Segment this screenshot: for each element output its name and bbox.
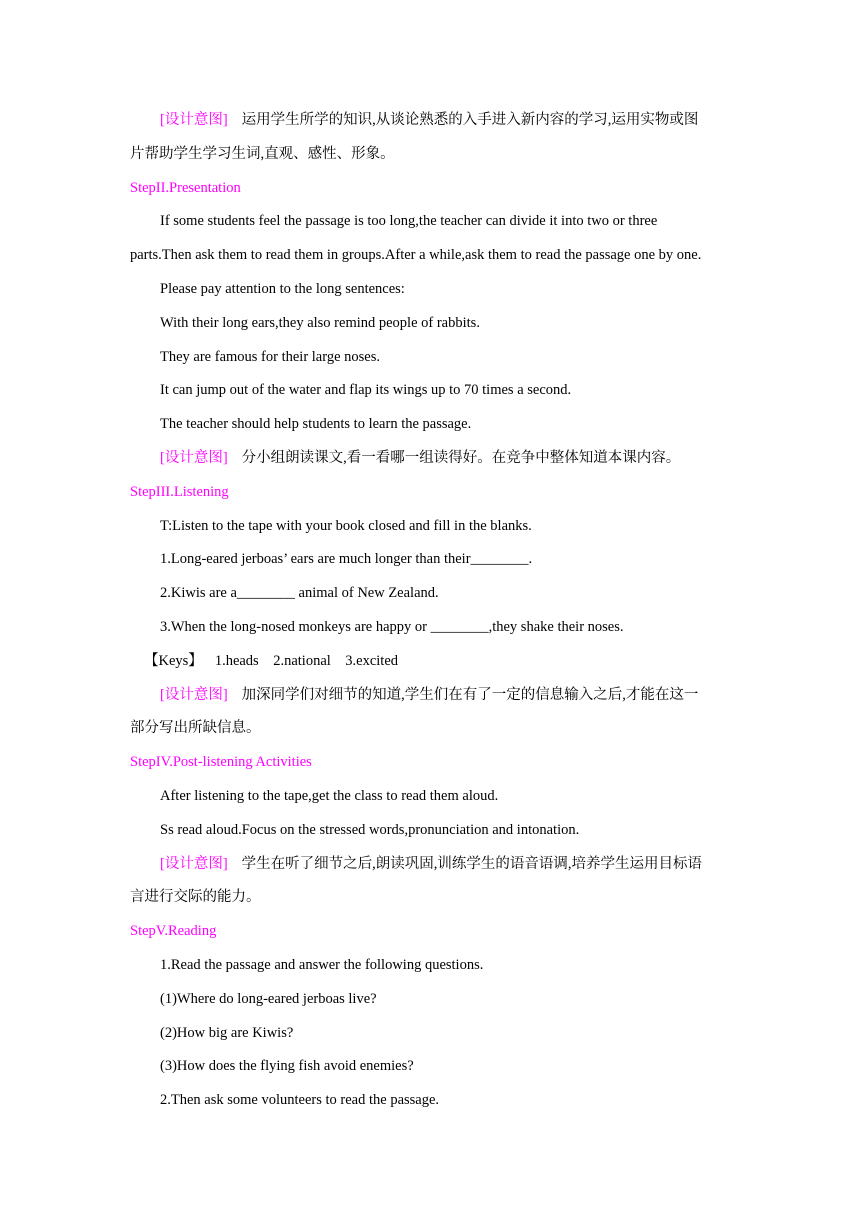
step-heading-post-listening: StepIV.Post-listening Activities [130,754,312,771]
design-intent-text: 学生在听了细节之后,朗读巩固,训练学生的语音语调,培养学生运用目标语 [241,855,703,872]
step-heading-presentation: StepII.Presentation [130,179,241,196]
fill-blank-item: 3.When the long-nosed monkeys are happy or ________,they shake their noses. [160,618,624,635]
design-intent-continuation: 片帮助学生学习生词,直观、感性、形象。 [130,145,395,162]
design-intent-text: 运用学生所学的知识,从谈论熟悉的入手进入新内容的学习,运用实物或图 [241,112,699,128]
design-intent-continuation: 部分写出所缺信息。 [130,720,261,737]
design-intent-tag: [设计意图] [160,855,228,872]
example-sentence: It can jump out of the water and flap its wings up to 70 times a second. [160,382,572,399]
step-heading-reading: StepV.Reading [130,923,217,940]
paragraph-line: T:Listen to the tape with your book closed and fill in the blanks. [160,517,532,534]
design-intent-tag: [设计意图] [160,449,228,466]
question-item: (2)How big are Kiwis? [160,1024,294,1041]
fill-blank-item: 2.Kiwis are a________ animal of New Zealand. [160,585,439,602]
keys-label: 【Keys】 [144,652,203,669]
paragraph-line: After listening to the tape,get the class to read them aloud. [160,787,499,804]
answer-keys [130,645,730,679]
design-intent-paragraph-1 [130,104,730,138]
design-intent-paragraph-3 [130,679,730,713]
keys-text: 1.heads 2.national 3.excited [214,652,399,669]
example-sentence: With their long ears,they also remind people of rabbits. [160,314,480,331]
design-intent-paragraph-4 [130,848,730,882]
design-intent-tag: [设计意图] [160,686,228,703]
paragraph-line: Ss read aloud.Focus on the stressed words,pronunciation and intonation. [160,821,580,838]
paragraph-line: 2.Then ask some volunteers to read the passage. [160,1092,440,1109]
question-item: (1)Where do long-eared jerboas live? [160,990,377,1007]
paragraph-line: 1.Read the passage and answer the following questions. [160,956,484,973]
question-item: (3)How does the flying fish avoid enemies? [160,1058,414,1075]
paragraph-line: If some students feel the passage is too long,the teacher can divide it into two or three [160,213,658,230]
design-intent-tag: [设计意图] [160,112,228,128]
paragraph-line: parts.Then ask them to read them in groups.After a while,ask them to read the passage one by one. [130,247,702,264]
paragraph-line: Please pay attention to the long sentences: [160,280,405,297]
paragraph-line: The teacher should help students to learn the passage. [160,416,472,433]
design-intent-continuation: 言进行交际的能力。 [130,889,261,906]
fill-blank-item: 1.Long-eared jerboas’ ears are much longer than their________. [160,551,533,568]
design-intent-text: 加深同学们对细节的知道,学生们在有了一定的信息输入之后,才能在这一 [241,686,699,703]
document-page [130,104,730,1118]
step-heading-listening: StepIII.Listening [130,483,229,500]
design-intent-text: 分小组朗读课文,看一看哪一组读得好。在竞争中整体知道本课内容。 [241,449,681,466]
design-intent-paragraph-2 [130,442,730,476]
example-sentence: They are famous for their large noses. [160,348,380,365]
